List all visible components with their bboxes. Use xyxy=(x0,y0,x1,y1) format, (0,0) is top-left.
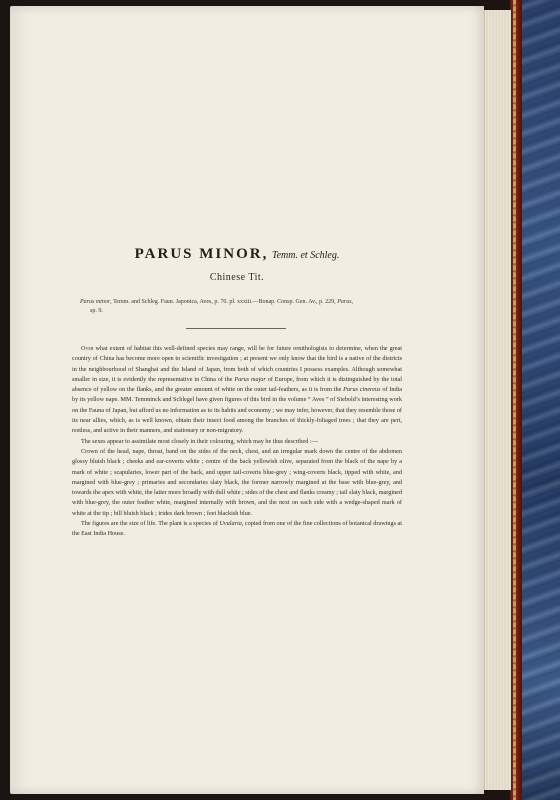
synonym-species-number: sp. 9. xyxy=(90,308,103,314)
paragraph-text: what extent of habitat this well-defined species may range, will be for future ornithologists to determine, when the great country of China has become more open to scientific investigation ; at present we only know that the bird is a native of the districts in the neighbourhood of Shanghai and the Island of Japan, from both of which countries I possess examples. Although somewhat smaller in size, it is evidently the representative in China of the xyxy=(72,345,402,383)
paragraph-text: of Europe, from which it is distinguished by the total absence of yellow on the flanks, and the greater amount of white on the outer tail-feathers, as it is from the xyxy=(72,375,402,394)
paragraph-text: The figures are the size of life. The plant is a species of xyxy=(81,520,220,528)
paragraph-plumage: Crown of the head, nape, throat, band on the sides of the neck, chest, and an irregular mark down the centre of the abdomen glossy bluish black ; cheeks and ear-coverts white ; centre of the back yellowish olive, separated from the black of the nape by a mark of white ; scapularies, lower part of the back, and upper tail-coverts blue-grey ; wing-coverts black, tipped with white, and margined with blue-grey ; primaries and secondaries slaty black, the former narrowly margined at the base with blue-grey, and towards the apex with white, the latter more broadly with dull white ; sides of the chest and flanks creamy ; tail slaty black, margined with blue-grey, the outer feather white, margined internally with brown, and the next on each side with a wedge-shaped mark of white at the tip ; bill bluish black ; irides dark brown ; feet blackish blue. xyxy=(72,447,402,517)
section-divider xyxy=(186,328,286,329)
book-cover-leather-edge xyxy=(510,0,522,800)
book-page xyxy=(10,6,484,794)
drop-lead: Over xyxy=(81,345,94,352)
page-edges xyxy=(484,10,511,790)
species-authority: Temm. et Schleg. xyxy=(271,250,340,261)
synonym-reference-text: , Temm. and Schleg. Faun. Japonica, Aves, p. 70. pl. xxxiii.—Bonap. Consp. Gen. Av., p. 229, xyxy=(110,299,336,305)
common-name: Chinese Tit. xyxy=(209,272,265,283)
paragraph-text: , copied from one of the fine collections of botanical drawings at the East India House. xyxy=(72,520,402,538)
species-ref: Parus major xyxy=(234,375,266,383)
book-cover-gilt-border xyxy=(513,0,516,800)
synonym-genus-2: Parus, xyxy=(337,299,354,305)
species-ref: Parus cinereus xyxy=(343,386,381,394)
species-title xyxy=(72,246,402,263)
paragraph-sexes: The sexes appear to assimilate most closely in their colouring, which may be thus described :— xyxy=(81,437,318,445)
paragraph-text: of India by its yellow nape. MM. Temminck and Schlegel have given figures of this bird in the volume “ Aves ” of Siebold’s interesting work on the Fauna of Japan, but afford us no information as to its habits and economy ; we may infer, however, that they resemble those of its near allies, which, as is well known, obtain their insect food among the branches of thickly-foliaged trees ; that they are pert, restless, and active in their manners, and stationary or non-migratory. xyxy=(72,386,403,435)
paragraph-habitat xyxy=(72,344,402,437)
description-body xyxy=(72,344,402,540)
synonymy-reference xyxy=(80,298,402,316)
synonym-genus: Parus minor xyxy=(80,299,111,305)
species-name: PARUS MINOR, xyxy=(134,246,269,262)
paragraph-figures xyxy=(72,519,402,540)
plant-name: Uvularia xyxy=(219,520,242,528)
